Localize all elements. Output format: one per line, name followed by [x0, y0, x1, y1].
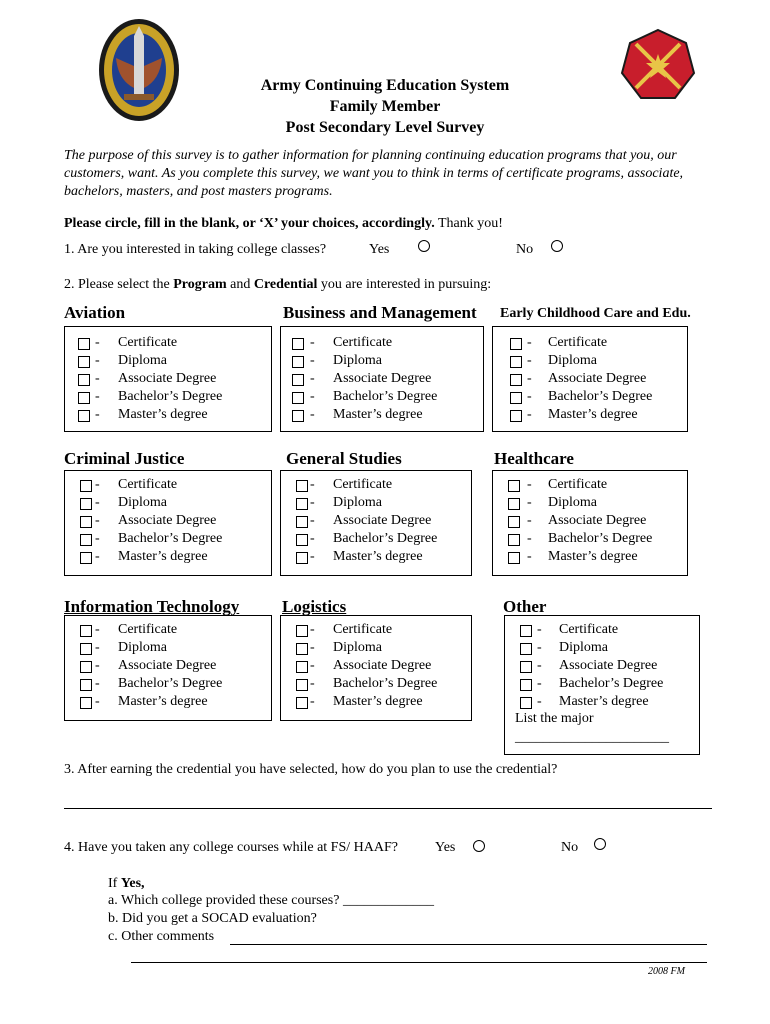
- healthcare-checkbox-2[interactable]: [508, 516, 520, 528]
- other-list-major: List the major: [515, 711, 594, 726]
- healthcare-option-label-4: Master’s degree: [548, 549, 638, 564]
- it-option-label-1: Diploma: [118, 640, 167, 655]
- general-option-label-0: Certificate: [333, 477, 393, 492]
- cat-criminal: Criminal Justice: [64, 449, 185, 468]
- logistics-dash-1: -: [310, 640, 315, 655]
- q4-yes-radio[interactable]: [473, 840, 485, 852]
- early-dash-2: -: [527, 371, 532, 386]
- other-option-label-3: Bachelor’s Degree: [559, 676, 664, 691]
- early-dash-3: -: [527, 389, 532, 404]
- title-line-3: Post Secondary Level Survey: [285, 119, 485, 136]
- aviation-option-label-4: Master’s degree: [118, 407, 208, 422]
- q1-no-label: No: [516, 242, 534, 257]
- other-checkbox-0[interactable]: [520, 625, 532, 637]
- followup-b: b. Did you get a SOCAD evaluation?: [108, 911, 317, 926]
- q2-post: you are interested in pursuing:: [317, 277, 492, 292]
- cat-logistics: Logistics: [282, 597, 347, 616]
- other-option-label-1: Diploma: [559, 640, 608, 655]
- it-checkbox-4[interactable]: [80, 697, 92, 709]
- general-option-label-1: Diploma: [333, 495, 382, 510]
- logistics-checkbox-4[interactable]: [296, 697, 308, 709]
- it-dash-2: -: [95, 658, 100, 673]
- followup-a-text: a. Which college provided these courses?: [108, 893, 340, 908]
- logistics-option-label-2: Associate Degree: [333, 658, 432, 673]
- cat-business: Business and Management: [283, 303, 477, 322]
- business-checkbox-1[interactable]: [292, 356, 304, 368]
- general-dash-1: -: [310, 495, 315, 510]
- followup-if-text: If: [108, 876, 121, 891]
- q3-answer-line[interactable]: [64, 808, 712, 809]
- other-checkbox-4[interactable]: [520, 697, 532, 709]
- aviation-option-label-1: Diploma: [118, 353, 167, 368]
- it-dash-4: -: [95, 694, 100, 709]
- early-option-label-3: Bachelor’s Degree: [548, 389, 653, 404]
- aviation-dash-3: -: [95, 389, 100, 404]
- aviation-checkbox-2[interactable]: [78, 374, 90, 386]
- logistics-dash-4: -: [310, 694, 315, 709]
- purpose-text: The purpose of this survey is to gather information for planning continuing education programs that you, our customers, want. As you complete this survey, we want you to think in terms of certificate programs, associate, bachelors, masters, and post masters programs.: [64, 148, 684, 199]
- q4-no-radio[interactable]: [594, 838, 606, 850]
- healthcare-dash-4: -: [527, 549, 532, 564]
- early-option-label-0: Certificate: [548, 335, 608, 350]
- general-option-label-2: Associate Degree: [333, 513, 432, 528]
- aviation-checkbox-1[interactable]: [78, 356, 90, 368]
- early-option-label-2: Associate Degree: [548, 371, 647, 386]
- healthcare-checkbox-1[interactable]: [508, 498, 520, 510]
- aviation-option-label-3: Bachelor’s Degree: [118, 389, 223, 404]
- logistics-checkbox-2[interactable]: [296, 661, 308, 673]
- general-checkbox-1[interactable]: [296, 498, 308, 510]
- general-dash-2: -: [310, 513, 315, 528]
- criminal-option-label-1: Diploma: [118, 495, 167, 510]
- healthcare-dash-1: -: [527, 495, 532, 510]
- other-checkbox-1[interactable]: [520, 643, 532, 655]
- early-checkbox-1[interactable]: [510, 356, 522, 368]
- other-dash-4: -: [537, 694, 542, 709]
- business-option-label-4: Master’s degree: [333, 407, 423, 422]
- criminal-dash-0: -: [95, 477, 100, 492]
- logistics-checkbox-1[interactable]: [296, 643, 308, 655]
- healthcare-checkbox-3[interactable]: [508, 534, 520, 546]
- cat-early: Early Childhood Care and Edu.: [500, 306, 691, 321]
- criminal-checkbox-3[interactable]: [80, 534, 92, 546]
- it-option-label-3: Bachelor’s Degree: [118, 676, 223, 691]
- aviation-option-label-0: Certificate: [118, 335, 178, 350]
- other-checkbox-2[interactable]: [520, 661, 532, 673]
- logistics-checkbox-3[interactable]: [296, 679, 308, 691]
- title-line-1: Army Continuing Education System: [260, 77, 510, 94]
- general-option-label-4: Master’s degree: [333, 549, 423, 564]
- instructions-bold: Please circle, fill in the blank, or ‘X’ your choices, accordingly.: [64, 216, 435, 231]
- business-dash-0: -: [310, 335, 315, 350]
- business-dash-2: -: [310, 371, 315, 386]
- business-dash-1: -: [310, 353, 315, 368]
- business-option-label-0: Certificate: [333, 335, 393, 350]
- logistics-dash-2: -: [310, 658, 315, 673]
- aviation-dash-1: -: [95, 353, 100, 368]
- early-checkbox-2[interactable]: [510, 374, 522, 386]
- healthcare-dash-3: -: [527, 531, 532, 546]
- followup-a-blank[interactable]: _____________: [339, 893, 434, 908]
- q1-no-radio[interactable]: [551, 240, 563, 252]
- healthcare-option-label-1: Diploma: [548, 495, 597, 510]
- aviation-option-label-2: Associate Degree: [118, 371, 217, 386]
- it-option-label-4: Master’s degree: [118, 694, 208, 709]
- q2-credential: Credential: [253, 277, 318, 292]
- logistics-checkbox-0[interactable]: [296, 625, 308, 637]
- business-checkbox-3[interactable]: [292, 392, 304, 404]
- aviation-dash-0: -: [95, 335, 100, 350]
- it-option-label-0: Certificate: [118, 622, 178, 637]
- criminal-checkbox-0[interactable]: [80, 480, 92, 492]
- early-dash-1: -: [527, 353, 532, 368]
- criminal-dash-2: -: [95, 513, 100, 528]
- criminal-option-label-2: Associate Degree: [118, 513, 217, 528]
- other-dash-1: -: [537, 640, 542, 655]
- followup-if: [108, 876, 145, 892]
- it-dash-1: -: [95, 640, 100, 655]
- healthcare-checkbox-4[interactable]: [508, 552, 520, 564]
- it-checkbox-2[interactable]: [80, 661, 92, 673]
- general-dash-0: -: [310, 477, 315, 492]
- q1-yes-label: Yes: [369, 242, 390, 257]
- general-checkbox-4[interactable]: [296, 552, 308, 564]
- aviation-checkbox-3[interactable]: [78, 392, 90, 404]
- q4-text: 4. Have you taken any college courses while at FS/ HAAF?: [64, 840, 398, 855]
- criminal-checkbox-2[interactable]: [80, 516, 92, 528]
- early-dash-4: -: [527, 407, 532, 422]
- aviation-dash-4: -: [95, 407, 100, 422]
- followup-a: [108, 893, 434, 909]
- criminal-option-label-3: Bachelor’s Degree: [118, 531, 223, 546]
- q4-yes-label: Yes: [435, 840, 456, 855]
- business-option-label-1: Diploma: [333, 353, 382, 368]
- early-checkbox-0[interactable]: [510, 338, 522, 350]
- other-major-blank[interactable]: ______________________: [515, 730, 669, 745]
- criminal-checkbox-1[interactable]: [80, 498, 92, 510]
- criminal-dash-3: -: [95, 531, 100, 546]
- other-checkbox-3[interactable]: [520, 679, 532, 691]
- q2-and: and: [226, 277, 254, 292]
- business-dash-4: -: [310, 407, 315, 422]
- healthcare-dash-0: -: [527, 477, 532, 492]
- title-line-2: Family Member: [329, 98, 441, 115]
- q2-program: Program: [173, 277, 227, 292]
- instructions: [64, 216, 503, 232]
- business-checkbox-2[interactable]: [292, 374, 304, 386]
- criminal-option-label-4: Master’s degree: [118, 549, 208, 564]
- cat-healthcare: Healthcare: [494, 449, 574, 468]
- it-option-label-2: Associate Degree: [118, 658, 217, 673]
- general-dash-4: -: [310, 549, 315, 564]
- healthcare-option-label-0: Certificate: [548, 477, 608, 492]
- business-checkbox-4[interactable]: [292, 410, 304, 422]
- criminal-dash-1: -: [95, 495, 100, 510]
- q4-no-label: No: [561, 840, 579, 855]
- criminal-option-label-0: Certificate: [118, 477, 178, 492]
- logistics-dash-0: -: [310, 622, 315, 637]
- followup-if-yes: Yes,: [120, 876, 145, 891]
- it-checkbox-0[interactable]: [80, 625, 92, 637]
- general-option-label-3: Bachelor’s Degree: [333, 531, 438, 546]
- other-option-label-2: Associate Degree: [559, 658, 658, 673]
- early-option-label-4: Master’s degree: [548, 407, 638, 422]
- healthcare-option-label-2: Associate Degree: [548, 513, 647, 528]
- it-checkbox-1[interactable]: [80, 643, 92, 655]
- other-option-label-4: Master’s degree: [559, 694, 649, 709]
- it-dash-0: -: [95, 622, 100, 637]
- logistics-dash-3: -: [310, 676, 315, 691]
- q3-text: 3. After earning the credential you have selected, how do you plan to use the credential?: [64, 762, 558, 777]
- healthcare-dash-2: -: [527, 513, 532, 528]
- comments-line-1[interactable]: [230, 944, 707, 945]
- general-checkbox-2[interactable]: [296, 516, 308, 528]
- cat-general: General Studies: [286, 449, 402, 468]
- logistics-option-label-1: Diploma: [333, 640, 382, 655]
- q1-yes-radio[interactable]: [418, 240, 430, 252]
- other-dash-3: -: [537, 676, 542, 691]
- early-dash-0: -: [527, 335, 532, 350]
- criminal-checkbox-4[interactable]: [80, 552, 92, 564]
- logistics-option-label-4: Master’s degree: [333, 694, 423, 709]
- aviation-checkbox-4[interactable]: [78, 410, 90, 422]
- early-checkbox-4[interactable]: [510, 410, 522, 422]
- other-dash-2: -: [537, 658, 542, 673]
- general-dash-3: -: [310, 531, 315, 546]
- logistics-option-label-3: Bachelor’s Degree: [333, 676, 438, 691]
- q2-pre: 2. Please select the: [64, 277, 174, 292]
- early-option-label-1: Diploma: [548, 353, 597, 368]
- cat-other: Other: [503, 597, 547, 616]
- other-dash-0: -: [537, 622, 542, 637]
- q2-text: [64, 277, 491, 293]
- general-checkbox-3[interactable]: [296, 534, 308, 546]
- q1-text: 1. Are you interested in taking college classes?: [64, 242, 327, 257]
- footer-text: 2008 FM: [648, 966, 685, 977]
- aviation-dash-2: -: [95, 371, 100, 386]
- healthcare-option-label-3: Bachelor’s Degree: [548, 531, 653, 546]
- other-option-label-0: Certificate: [559, 622, 619, 637]
- business-option-label-2: Associate Degree: [333, 371, 432, 386]
- instructions-thanks: Thank you!: [437, 216, 503, 231]
- it-checkbox-3[interactable]: [80, 679, 92, 691]
- cat-it: Information Technology: [64, 597, 240, 616]
- it-dash-3: -: [95, 676, 100, 691]
- business-option-label-3: Bachelor’s Degree: [333, 389, 438, 404]
- early-checkbox-3[interactable]: [510, 392, 522, 404]
- cat-aviation: Aviation: [64, 303, 126, 322]
- logistics-option-label-0: Certificate: [333, 622, 393, 637]
- business-dash-3: -: [310, 389, 315, 404]
- business-checkbox-0[interactable]: [292, 338, 304, 350]
- healthcare-checkbox-0[interactable]: [508, 480, 520, 492]
- comments-line-2[interactable]: [131, 962, 707, 963]
- aviation-checkbox-0[interactable]: [78, 338, 90, 350]
- general-checkbox-0[interactable]: [296, 480, 308, 492]
- criminal-dash-4: -: [95, 549, 100, 564]
- followup-c: c. Other comments: [108, 929, 215, 944]
